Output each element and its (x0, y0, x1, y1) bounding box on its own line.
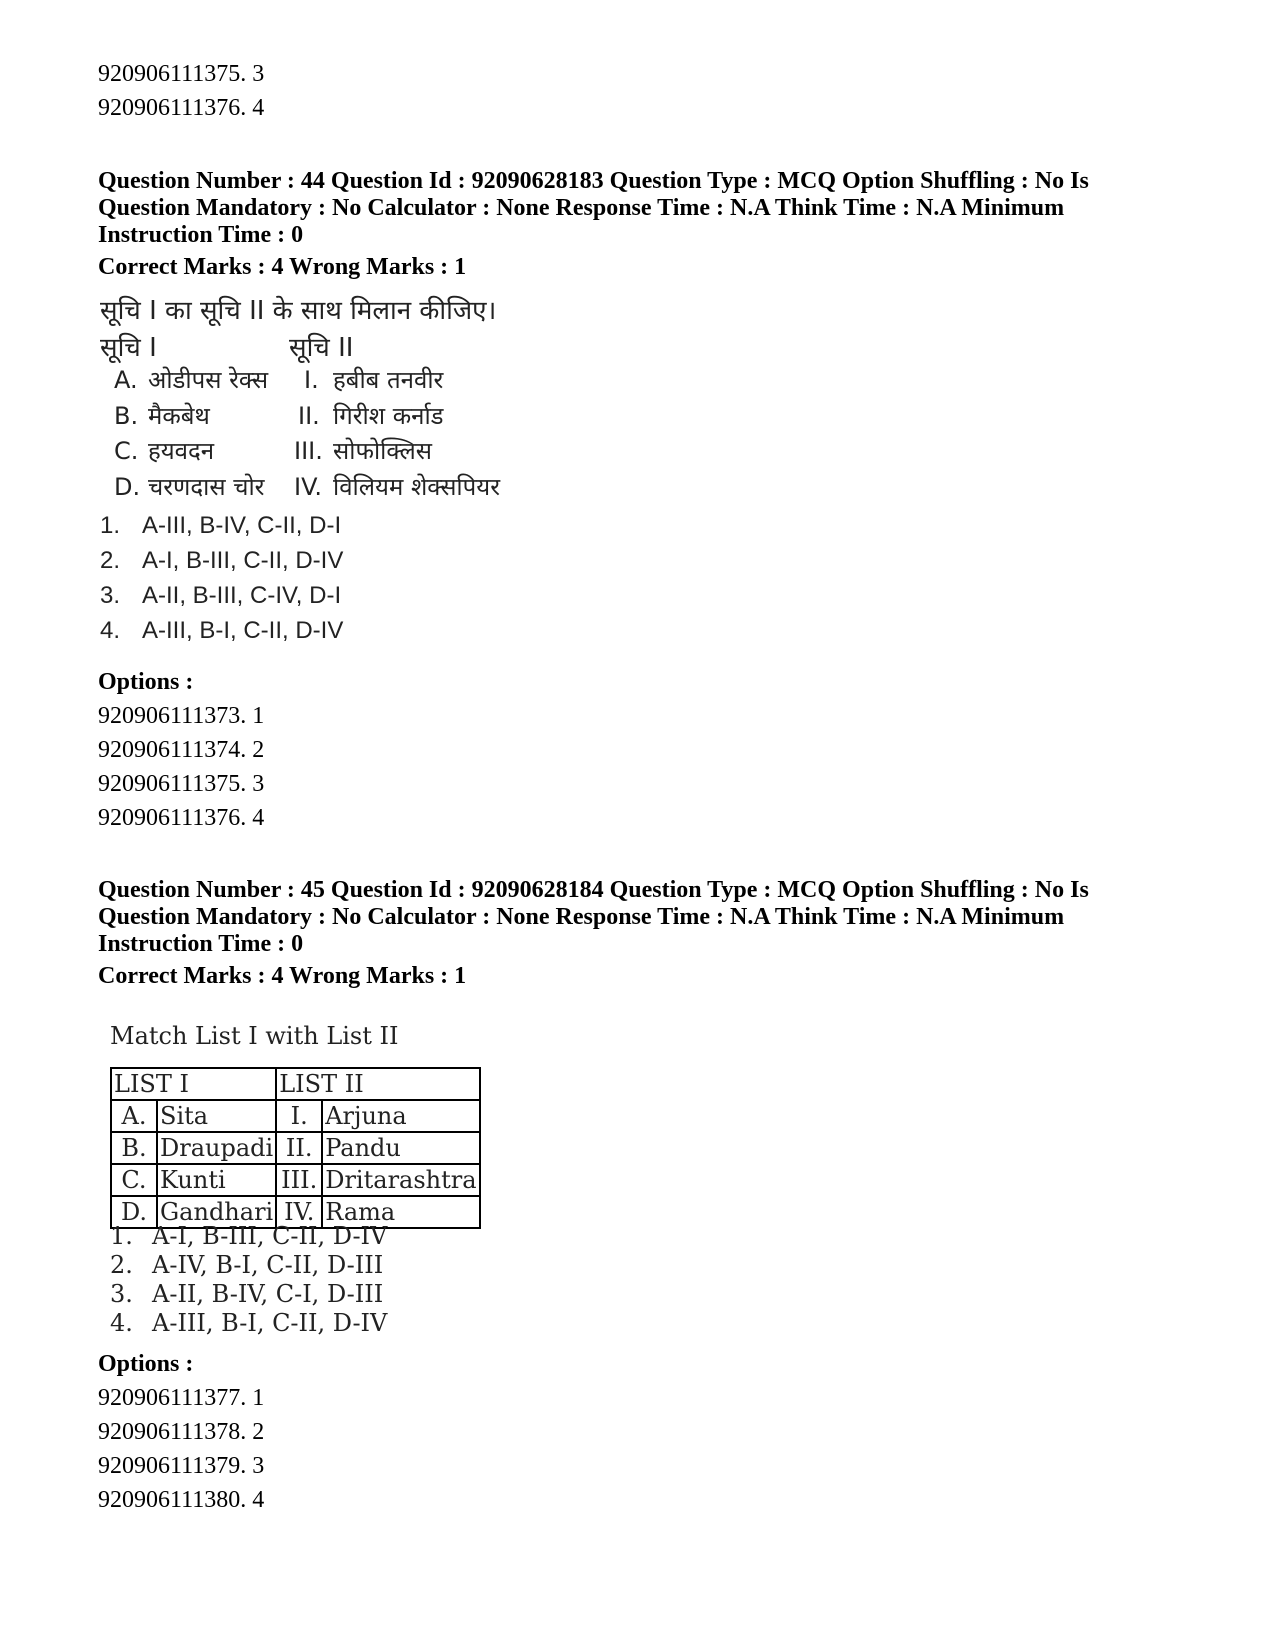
table-row (111, 1164, 480, 1196)
row-match: Arjuna (322, 1100, 479, 1132)
q44-row-item: चरणदास चोर (148, 473, 265, 501)
q44-row-numeral: IV. (294, 473, 323, 501)
row-match: Dritarashtra (322, 1164, 479, 1196)
q44-answer-number: 3. (100, 582, 121, 609)
option-line: 920906111376. 4 (98, 95, 265, 121)
q45-question-title: Match List I with List II (110, 1022, 399, 1050)
option-line: 920906111380. 4 (98, 1487, 265, 1513)
q44-header-line1: Question Number : 44 Question Id : 92090628183 Question Type : MCQ Option Shuffling : No Is (98, 168, 1089, 194)
row-item: Sita (157, 1100, 276, 1132)
row-letter: A. (111, 1100, 157, 1132)
q44-answer-text: A-II, B-III, C-IV, D-I (142, 582, 342, 609)
option-line: 920906111376. 4 (98, 805, 265, 831)
row-item: Draupadi (157, 1132, 276, 1164)
option-line: 920906111375. 3 (98, 771, 265, 797)
q44-row-letter: C. (114, 437, 139, 465)
option-line: 920906111378. 2 (98, 1419, 265, 1445)
q44-row-match: गिरीश कर्नाड (333, 402, 444, 430)
q44-marks: Correct Marks : 4 Wrong Marks : 1 (98, 254, 467, 280)
q44-row-numeral: I. (304, 366, 319, 394)
row-item: Kunti (157, 1164, 276, 1196)
row-letter: B. (111, 1132, 157, 1164)
q44-answer-number: 1. (100, 512, 121, 539)
q44-row-match: सोफोक्लिस (333, 437, 432, 465)
row-match: Pandu (322, 1132, 479, 1164)
row-match: Rama (322, 1196, 479, 1228)
q45-answer-number: 4. (110, 1309, 133, 1337)
q45-answer-text: A-I, B-III, C-II, D-IV (152, 1222, 388, 1250)
option-line: 920906111377. 1 (98, 1385, 265, 1411)
row-numeral: II. (276, 1132, 322, 1164)
table-row (111, 1132, 480, 1164)
q44-question-title: सूचि I का सूचि II के साथ मिलान कीजिए। (100, 296, 497, 326)
q45-header-line3: Instruction Time : 0 (98, 931, 304, 957)
row-numeral: IV. (276, 1196, 322, 1228)
q44-row-match: विलियम शेक्सपियर (333, 473, 501, 501)
q44-answer-text: A-III, B-I, C-II, D-IV (142, 617, 344, 644)
q45-marks: Correct Marks : 4 Wrong Marks : 1 (98, 963, 467, 989)
option-line: 920906111379. 3 (98, 1453, 265, 1479)
row-numeral: III. (276, 1164, 322, 1196)
row-numeral: I. (276, 1100, 322, 1132)
q44-row-letter: D. (114, 473, 141, 501)
q44-options-label: Options : (98, 669, 194, 695)
q45-answer-number: 1. (110, 1222, 133, 1250)
q44-row-item: ओडीपस रेक्स (148, 366, 269, 394)
q44-answer-text: A-III, B-IV, C-II, D-I (142, 512, 342, 539)
q45-match-table (110, 1067, 481, 1229)
q44-header-line3: Instruction Time : 0 (98, 222, 304, 248)
q45-list2-heading: LIST II (276, 1068, 479, 1100)
q44-row-match: हबीब तनवीर (333, 366, 444, 394)
q45-answer-text: A-II, B-IV, C-I, D-III (152, 1280, 384, 1308)
q44-answer-number: 2. (100, 547, 121, 574)
q44-list1-heading: सूचि I (100, 333, 157, 363)
q44-row-letter: B. (114, 402, 139, 430)
q45-answer-number: 3. (110, 1280, 133, 1308)
q45-options-label: Options : (98, 1351, 194, 1377)
q44-row-numeral: II. (298, 402, 320, 430)
q45-answer-text: A-IV, B-I, C-II, D-III (152, 1251, 384, 1279)
q44-row-item: हयवदन (148, 437, 215, 465)
q44-row-item: मैकबेथ (148, 402, 210, 430)
q44-answer-number: 4. (100, 617, 121, 644)
q45-header-line1: Question Number : 45 Question Id : 92090628184 Question Type : MCQ Option Shuffling : No Is (98, 877, 1089, 903)
q44-row-numeral: III. (294, 437, 323, 465)
q44-list2-heading: सूचि II (289, 333, 354, 363)
row-item: Gandhari (157, 1196, 276, 1228)
option-line: 920906111374. 2 (98, 737, 265, 763)
option-line: 920906111375. 3 (98, 61, 265, 87)
table-row (111, 1068, 480, 1100)
q45-answer-number: 2. (110, 1251, 133, 1279)
q44-header-line2: Question Mandatory : No Calculator : None Response Time : N.A Think Time : N.A Minimum (98, 195, 1065, 221)
q45-list1-heading: LIST I (111, 1068, 276, 1100)
q44-row-letter: A. (114, 366, 138, 394)
option-line: 920906111373. 1 (98, 703, 265, 729)
row-letter: D. (111, 1196, 157, 1228)
row-letter: C. (111, 1164, 157, 1196)
q44-answer-text: A-I, B-III, C-II, D-IV (142, 547, 344, 574)
table-row (111, 1100, 480, 1132)
q45-header-line2: Question Mandatory : No Calculator : None Response Time : N.A Think Time : N.A Minimum (98, 904, 1065, 930)
q45-answer-text: A-III, B-I, C-II, D-IV (152, 1309, 388, 1337)
